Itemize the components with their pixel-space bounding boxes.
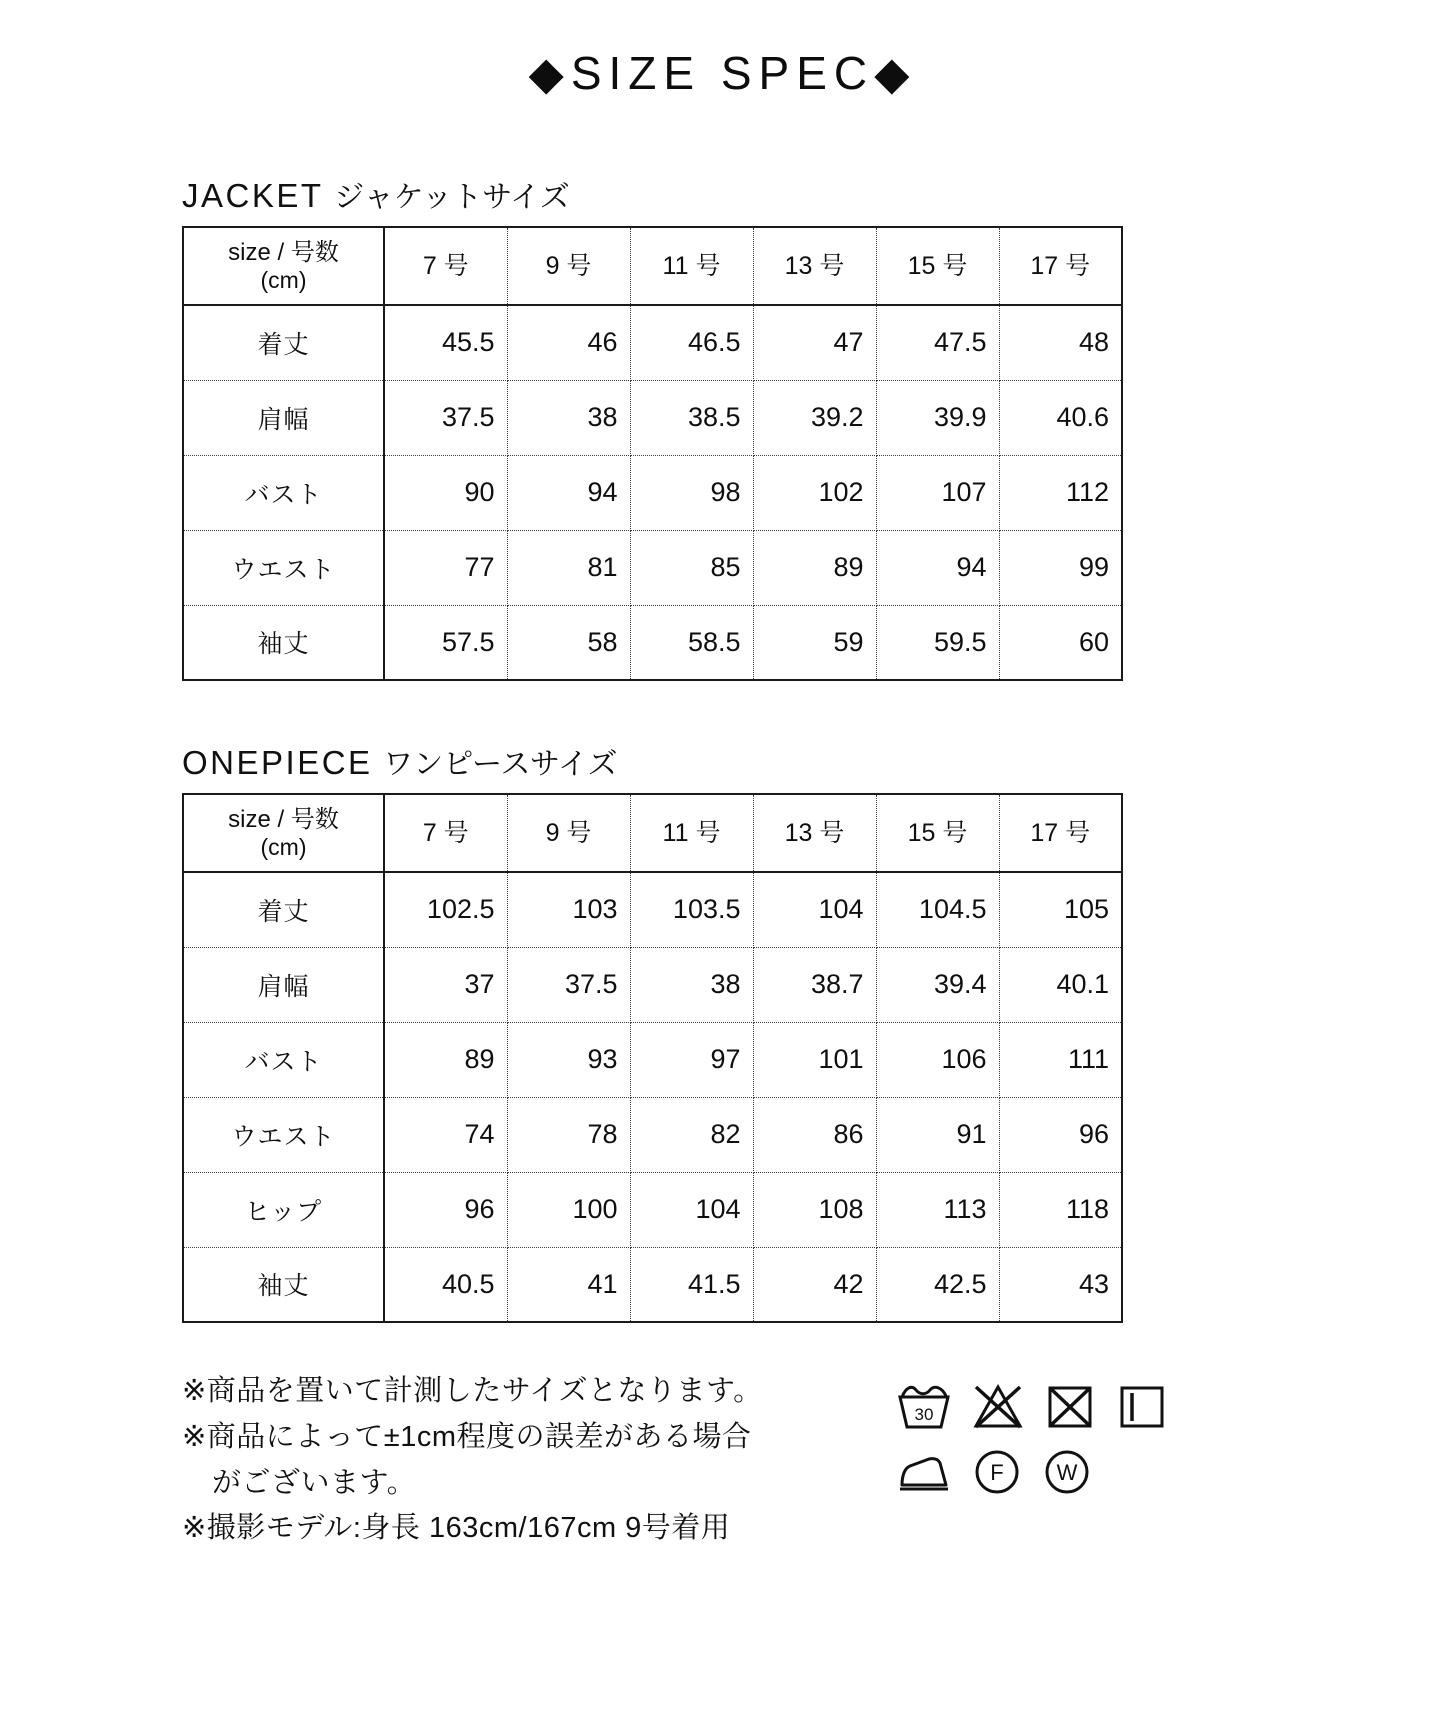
header-size-label <box>183 794 384 872</box>
cell-value: 47 <box>753 305 876 380</box>
dryclean-f-label: F <box>990 1460 1004 1485</box>
row-label: 肩幅 <box>183 380 384 455</box>
page-title: ◆SIZE SPEC◆ <box>528 47 917 99</box>
no-bleach-icon <box>972 1381 1024 1431</box>
cell-value: 42.5 <box>876 1247 999 1322</box>
cell-value: 38.5 <box>630 380 753 455</box>
table-header-row <box>183 794 1122 872</box>
header-size-9: 9 号 <box>507 227 630 305</box>
cell-value: 39.9 <box>876 380 999 455</box>
note-line: ※商品を置いて計測したサイズとなります。 <box>182 1375 763 1407</box>
cell-value: 46 <box>507 305 630 380</box>
cell-value: 37 <box>384 947 507 1022</box>
cell-value: 41.5 <box>630 1247 753 1322</box>
header-size-11: 11 号 <box>630 227 753 305</box>
cell-value: 78 <box>507 1097 630 1172</box>
note-line: がございます。 <box>212 1466 417 1499</box>
table-row <box>183 1097 1122 1172</box>
cell-value: 40.6 <box>999 380 1122 455</box>
cell-value: 105 <box>999 872 1122 947</box>
table-row <box>183 380 1122 455</box>
cell-value: 40.1 <box>999 947 1122 1022</box>
note-line: ※撮影モデル:身長 163cm/167cm 9号着用 <box>182 1512 731 1545</box>
cell-value: 77 <box>384 530 507 605</box>
cell-value: 82 <box>630 1097 753 1172</box>
onepiece-size-table <box>182 793 1123 1323</box>
cell-value: 103 <box>507 872 630 947</box>
header-size-label <box>183 227 384 305</box>
cell-value: 39.4 <box>876 947 999 1022</box>
cell-value: 41 <box>507 1247 630 1322</box>
header-size-7: 7 号 <box>384 794 507 872</box>
no-tumble-dry-icon <box>1044 1381 1096 1431</box>
content-wrapper <box>0 172 1445 1552</box>
cell-value: 74 <box>384 1097 507 1172</box>
cell-value: 60 <box>1078 626 1109 657</box>
row-label: 着丈 <box>183 872 384 947</box>
cell-value: 46.5 <box>630 305 753 380</box>
cell-value: 94 <box>507 455 630 530</box>
row-label: 肩幅 <box>183 947 384 1022</box>
header-size-label-main: size / 号数 <box>228 238 339 266</box>
section-heading-en: JACKET <box>182 177 324 214</box>
header-size-label-unit: (cm) <box>260 266 307 293</box>
table-header-row <box>183 227 1122 305</box>
notes-block <box>182 1369 872 1552</box>
wash-temp-label: 30 <box>914 1405 934 1424</box>
wetclean-w-label: W <box>1056 1460 1078 1485</box>
cell-value: 102.5 <box>384 872 507 947</box>
cell-value: 102 <box>753 455 876 530</box>
cell-value: 39.2 <box>753 380 876 455</box>
cell-value: 47.5 <box>876 305 999 380</box>
cell-value: 104 <box>753 872 876 947</box>
header-size-label-unit: (cm) <box>260 833 307 860</box>
section-jacket <box>182 172 1345 681</box>
drip-dry-icon <box>1116 1381 1168 1431</box>
cell-value: 104 <box>630 1172 753 1247</box>
note-line: ※商品によって±1cm程度の誤差がある場合 <box>182 1420 752 1453</box>
cell-value: 118 <box>999 1172 1122 1247</box>
jacket-size-table <box>182 226 1123 681</box>
table-row <box>183 947 1122 1022</box>
wetclean-w-icon <box>1042 1447 1092 1497</box>
cell-value: 113 <box>876 1172 999 1247</box>
header-size-9: 9 号 <box>507 794 630 872</box>
section-heading-jp: ワンピースサイズ <box>383 748 618 781</box>
row-label: ウエスト <box>183 530 384 605</box>
header-size-17: 17 号 <box>999 794 1122 872</box>
row-label: ウエスト <box>183 1097 384 1172</box>
cell-value: 103.5 <box>630 872 753 947</box>
row-label: ヒップ <box>183 1172 384 1247</box>
section-heading-onepiece <box>182 739 1345 793</box>
cell-value: 106 <box>876 1022 999 1097</box>
cell-value: 43 <box>1078 1268 1109 1299</box>
bottom-area <box>182 1369 1345 1552</box>
cell-value: 40.5 <box>384 1247 507 1322</box>
header-size-17: 17 号 <box>999 227 1122 305</box>
cell-value: 58.5 <box>630 605 753 680</box>
cell-value: 96 <box>999 1097 1122 1172</box>
cell-value: 37.5 <box>507 947 630 1022</box>
section-heading-en: ONEPIECE <box>182 744 373 781</box>
header-size-15: 15 号 <box>876 227 999 305</box>
cell-value: 38 <box>507 380 630 455</box>
cell-value: 99 <box>999 530 1122 605</box>
row-label: 着丈 <box>183 305 384 380</box>
cell-value: 104.5 <box>876 872 999 947</box>
cell-value: 89 <box>753 530 876 605</box>
iron-icon <box>896 1449 952 1495</box>
cell-value: 86 <box>753 1097 876 1172</box>
care-symbols-row-2 <box>896 1447 1168 1497</box>
cell-value: 59.5 <box>876 605 999 680</box>
table-row <box>183 605 1122 680</box>
cell-value: 81 <box>507 530 630 605</box>
cell-value: 85 <box>630 530 753 605</box>
cell-value: 107 <box>876 455 999 530</box>
header-size-13: 13 号 <box>753 227 876 305</box>
table-row <box>183 305 1122 380</box>
cell-value: 89 <box>384 1022 507 1097</box>
table-row <box>183 455 1122 530</box>
table-row <box>183 530 1122 605</box>
cell-value: 37.5 <box>384 380 507 455</box>
section-onepiece <box>182 739 1345 1323</box>
table-row <box>183 1172 1122 1247</box>
cell-value: 93 <box>507 1022 630 1097</box>
cell-value: 98 <box>630 455 753 530</box>
row-label: 袖丈 <box>183 605 384 680</box>
table-row <box>183 1022 1122 1097</box>
cell-value: 111 <box>999 1022 1122 1097</box>
table-row <box>183 1247 1122 1322</box>
header-size-11: 11 号 <box>630 794 753 872</box>
wash-30-icon <box>896 1381 952 1431</box>
care-symbols-block <box>896 1369 1168 1497</box>
row-label: バスト <box>183 1022 384 1097</box>
cell-value: 38.7 <box>753 947 876 1022</box>
cell-value: 100 <box>507 1172 630 1247</box>
cell-value: 108 <box>753 1172 876 1247</box>
cell-value: 101 <box>753 1022 876 1097</box>
cell-value: 59 <box>753 605 876 680</box>
care-symbols-row-1 <box>896 1381 1168 1431</box>
row-label: バスト <box>183 455 384 530</box>
row-label: 袖丈 <box>183 1247 384 1322</box>
cell-value: 91 <box>876 1097 999 1172</box>
header-size-7: 7 号 <box>384 227 507 305</box>
header-size-15: 15 号 <box>876 794 999 872</box>
cell-value: 90 <box>384 455 507 530</box>
cell-value: 42 <box>753 1247 876 1322</box>
header-size-13: 13 号 <box>753 794 876 872</box>
cell-value: 57.5 <box>384 605 507 680</box>
section-heading-jacket <box>182 172 1345 226</box>
header-size-label-main: size / 号数 <box>228 805 339 833</box>
cell-value: 94 <box>876 530 999 605</box>
cell-value: 45.5 <box>384 305 507 380</box>
section-heading-jp: ジャケットサイズ <box>334 181 570 214</box>
cell-value: 112 <box>999 455 1122 530</box>
cell-value: 58 <box>507 605 630 680</box>
cell-value: 96 <box>384 1172 507 1247</box>
dryclean-f-icon <box>972 1447 1022 1497</box>
table-row <box>183 872 1122 947</box>
cell-value: 48 <box>999 305 1122 380</box>
cell-value: 38 <box>630 947 753 1022</box>
cell-value: 97 <box>630 1022 753 1097</box>
